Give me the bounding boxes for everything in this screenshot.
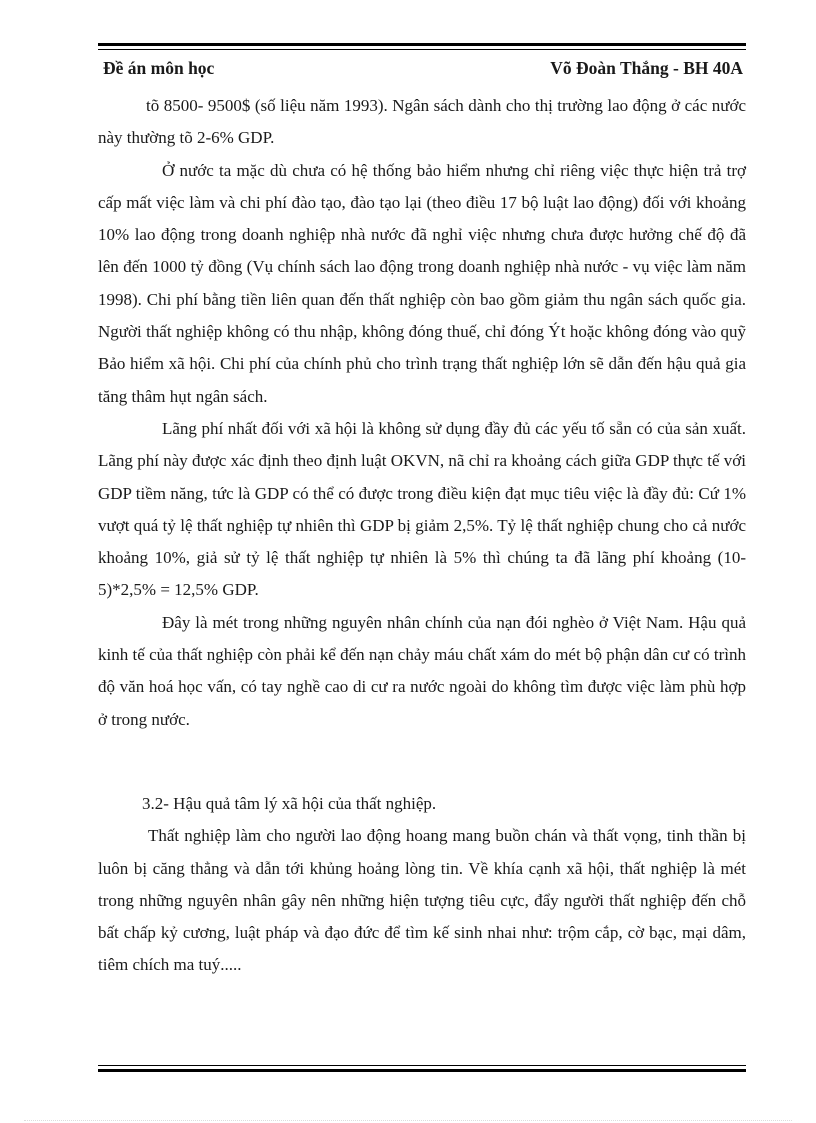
paragraph-brain-drain: Đây là mét trong những nguyên nhân chính của nạn đói nghèo ở Việt Nam. Hậu quả kinh tế của thất nghiệp còn phải kể đến nạn chảy máu chất xám do mét bộ phận dân cư có trình độ văn hoá học vấn, có tay nghề cao di cư ra nước ngoài do không tìm được việc làm phù hợp ở trong nước. bbox=[98, 612, 746, 729]
header-right-author: Võ Đoàn Thắng - BH 40A bbox=[550, 58, 743, 78]
header-rule-thin bbox=[98, 49, 746, 50]
paragraph-okun-law: Lãng phí nhất đối với xã hội là không sử dụng đầy đủ các yếu tố sẵn có của sản xuất. Lãng phí này được xác định theo định luật OKVN, nã chỉ ra khoảng cách giữa GDP thực tế với GDP tiềm năng, tức là GDP có thể có được trong điều kiện đạt mục tiêu việc là đầy đủ: Cứ 1% vượt quá tỷ lệ thất nghiệp tự nhiên thì GDP bị giảm 2,5%. Tỷ lệ thất nghiệp chung cho cả nước khoảng 10%, giả sử tỷ lệ thất nghiệp tự nhiên là 5% thì chúng ta đã lãng phí khoảng (10-5)*2,5% = 12,5% GDP. bbox=[98, 418, 746, 600]
paragraph-vietnam-costs: Ở nước ta mặc dù chưa có hệ thống bảo hiểm nhưng chỉ riêng việc thực hiện trả trợ cấp mất việc làm và chi phí đào tạo, đào tạo lại (theo điều 17 bộ luật lao động) đối với khoảng 10% lao động trong doanh nghiệp nhà nước đã nghỉ việc nhưng chưa được hưởng chế độ đã lên đến 1000 tỷ đồng (Vụ chính sách lao động trong doanh nghiệp nhà nước - vụ việc làm năm 1998). Chi phí bằng tiền liên quan đến thất nghiệp còn bao gồm giảm thu ngân sách quốc gia. Người thất nghiệp không có thu nhập, không đóng thuế, chỉ đóng Ýt hoặc không đóng vào quỹ Bảo hiểm xã hội. Chi phí của chính phủ cho trình trạng thất nghiệp lớn sẽ dẫn đến hậu quả gia tăng thâm hụt ngân sách. bbox=[98, 160, 746, 406]
body-text bbox=[98, 90, 746, 982]
section-heading: 3.2- Hậu quả tâm lý xã hội của thất nghiệp. bbox=[142, 793, 437, 813]
footer-rule-thin bbox=[98, 1065, 746, 1066]
header-left-title: Đề án môn học bbox=[103, 58, 215, 78]
footer-rule-thick bbox=[98, 1069, 746, 1072]
paragraph-social-consequences: Thất nghiệp làm cho người lao động hoang mang buồn chán và thất vọng, tinh thần bị luôn bị căng thẳng và dẫn tới khủng hoảng lòng tin. Về khía cạnh xã hội, thất nghiệp là mét trong những nguyên nhân gây nên những hiện tượng tiêu cực, đẩy người thất nghiệp đến chỗ bất chấp kỷ cương, luật pháp và đạo đức để tìm kế sinh nhai như: trộm cắp, cờ bạc, mại dâm, tiêm chích ma tuý..... bbox=[98, 826, 746, 975]
header-rule-thick bbox=[98, 43, 746, 46]
page-header bbox=[103, 58, 743, 82]
page-edge-dots bbox=[24, 1120, 792, 1121]
paragraph-continuation: tõ 8500- 9500$ (số liệu năm 1993). Ngân sách dành cho thị trường lao động ở các nước này thường tõ 2-6% GDP. bbox=[98, 96, 746, 148]
